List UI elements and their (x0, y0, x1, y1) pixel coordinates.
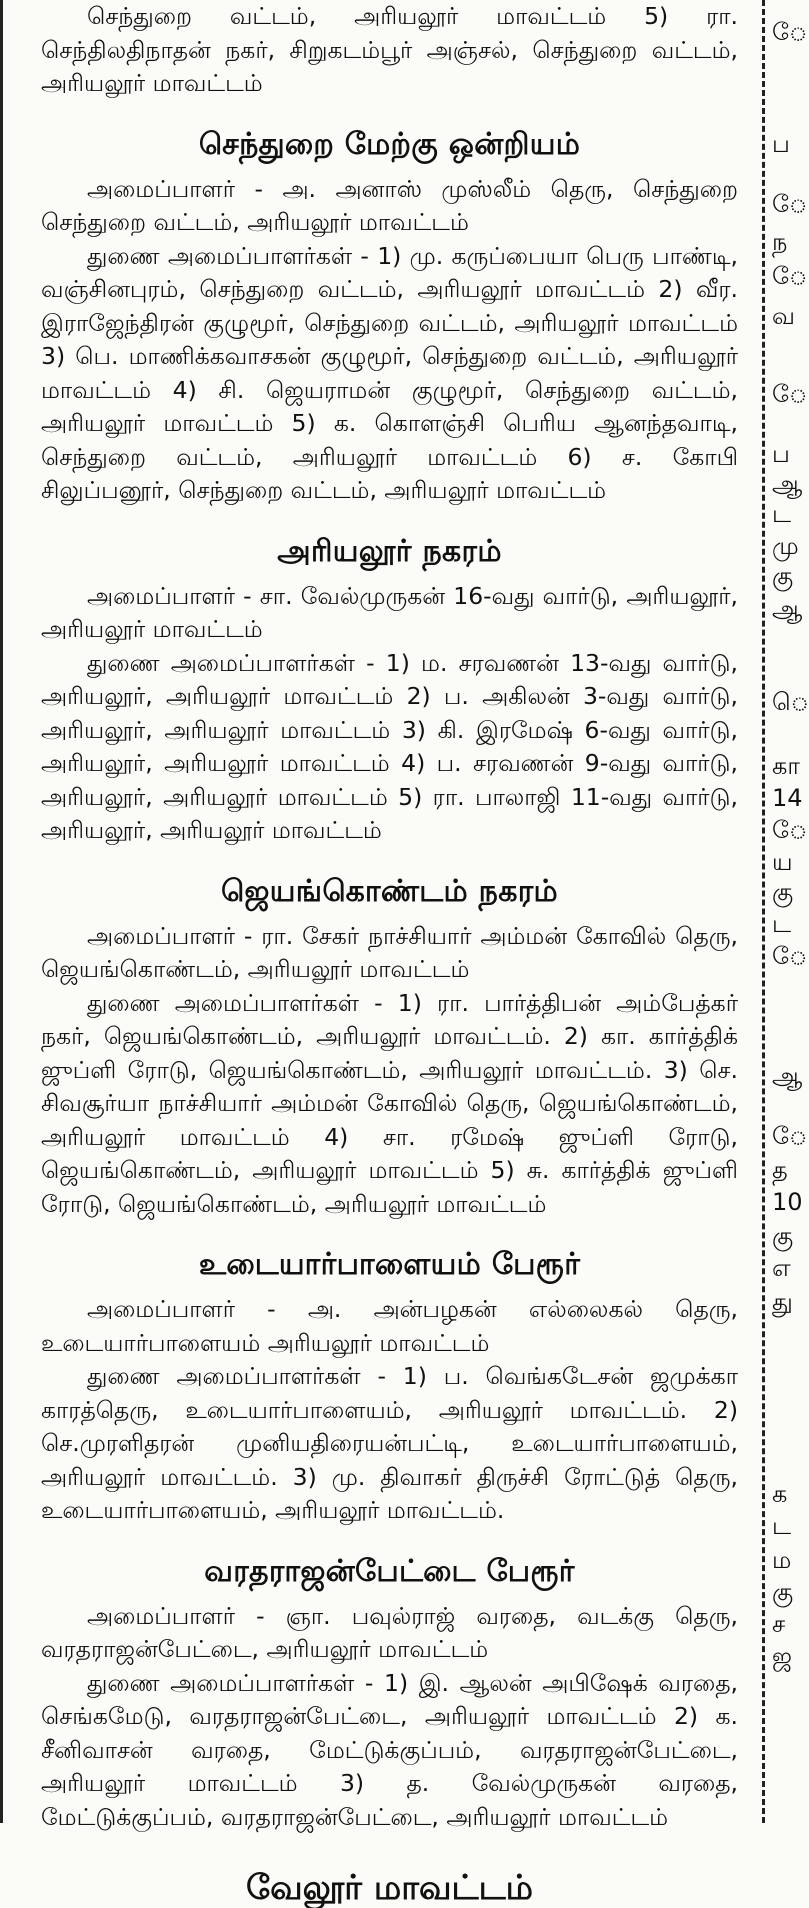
fragment-text: ட (772, 500, 792, 528)
section-heading: உடையார்பாளையம் பேரூர் (198, 1247, 581, 1282)
fragment-text: ே (772, 262, 808, 290)
fragment-text: ே (772, 190, 808, 218)
column-divider (762, 0, 765, 1823)
fragment-text: ஆ (772, 1062, 803, 1090)
fragment-text: மு (772, 532, 799, 560)
fragment-text: 10 (772, 1188, 803, 1216)
fragment-text: ே (772, 1122, 808, 1150)
organizer-text: அமைப்பாளர் - ஞா. பவுல்ராஜ் வரதை, வடக்கு தெரு, வரதராஜன்பேட்டை, அரியலூர் மாவட்டம் (41, 1601, 738, 1663)
fragment-text: கா (772, 752, 800, 780)
organizer-text: அமைப்பாளர் - அ. அனாஸ் முஸ்லீம் தெரு, செந்துறை செந்துறை வட்டம், அரியலூர் மாவட்டம் (41, 174, 738, 236)
fragment-text: ஆ (772, 595, 803, 623)
organizer-text: அமைப்பாளர் - ரா. சேகர் நாச்சியார் அம்மன் கோவில் தெரு, ஜெயங்கொண்டம், அரியலூர் மாவட்டம் (41, 921, 738, 983)
fragment-text: கு (772, 878, 794, 906)
fragment-text: ய (772, 848, 793, 876)
section-jayankondam-town (41, 874, 738, 1222)
fragment-text: வ (772, 302, 795, 330)
organizer-text: அமைப்பாளர் - அ. அன்பழகன் எல்லைகல் தெரு, உடையார்பாளையம் அரியலூர் மாவட்டம் (41, 1295, 738, 1357)
fragment-text: ே (772, 816, 808, 844)
fragment-text: ட (772, 910, 792, 938)
organizer-text: அமைப்பாளர் - சா. வேல்முருகன் 16-வது வார்டு, அரியலூர், அரியலூர் மாவட்டம் (41, 581, 738, 643)
deputies-text: துணை அமைப்பாளர்கள் - 1) ப. வெங்கடேசன் ஜமுக்கா காரத்தெரு, உடையார்பாளையம், அரியலூர் மாவட்டம். 2) செ.முரளிதரன் முனியதிரையன்பட்டி, உடையார்பாளையம், அரியலூர் மாவட்டம். 3) மு. திவாகர் திருச்சி ரோட்டுத் தெரு, உடையார்பாளையம், அரியலூர் மாவட்டம். (41, 1362, 738, 1524)
fragment-text: ே (772, 942, 808, 970)
adjacent-column-fragments (770, 0, 809, 1823)
fragment-text: ப (772, 130, 790, 158)
section-varadarajanpettai (41, 1554, 738, 1835)
fragment-text: க (772, 1480, 788, 1508)
deputies-text: துணை அமைப்பாளர்கள் - 1) இ. ஆலன் அபிஷேக் வரதை, செங்கமேடு, வரதராஜன்பேட்டை, அரியலூர் மாவட்டம் 2) க. சீனிவாசன் வரதை, மேட்டுக்குப்பம், வரதராஜன்பேட்டை, அரியலூர் மாவட்டம் 3) த. வேல்முருகன் வரதை, மேட்டுக்குப்பம், வரதராஜன்பேட்டை, அரியலூர் மாவட்டம் (41, 1668, 738, 1831)
fragment-text: ே (772, 380, 808, 408)
section-udaiyarpalayam (41, 1247, 738, 1528)
bottom-heading: வேலூர் மாவட்டம் (245, 1868, 534, 1908)
fragment-text: த (772, 1156, 788, 1184)
fragment-text: ஆ (772, 470, 803, 498)
section-heading: அரியலூர் நகரம் (277, 533, 502, 569)
section-heading: செந்துறை மேற்கு ஒன்றியம் (198, 126, 581, 162)
fragment-text: ெ (772, 688, 809, 716)
fragment-text: ட (772, 1512, 792, 1540)
fragment-text: எ (772, 1254, 791, 1282)
fragment-text: ச (772, 1610, 786, 1638)
fragment-text: ந (772, 228, 788, 256)
fragment-text: ஜ (772, 1642, 793, 1670)
fragment-text: கு (772, 562, 794, 590)
deputies-text: துணை அமைப்பாளர்கள் - 1) ம. சரவணன் 13-வது வார்டு, அரியலூர், அரியலூர் மாவட்டம் 2) ப. அகிலன் 3-வது வார்டு, அரியலூர், அரியலூர் மாவட்டம் 3) கி. இரமேஷ் 6-வது வார்டு, அரியலூர், அரியலூர் மாவட்டம் 4) ப. சரவணன் 9-வது வார்டு, அரியலூர், அரியலூர் மாவட்டம் 5) ரா. பாலாஜி 11-வது வார்டு, அரியலூர், அரியலூர் மாவட்டம் (41, 648, 738, 844)
top-fragment-text: செந்துறை வட்டம், அரியலூர் மாவட்டம் 5) ரா. செந்திலதிநாதன் நகர், சிறுகடம்பூர் அஞ்சல், செந்துறை வட்டம், அரியலூர் மாவட்டம் (41, 2, 738, 97)
fragment-text: ப (772, 440, 790, 468)
deputies-text: துணை அமைப்பாளர்கள் - 1) மு. கருப்பையா பெரு பாண்டி, வஞ்சினபுரம், செந்துறை வட்டம், அரியலூர் மாவட்டம் 2) வீர. இராஜேந்திரன் குழுமூர், செந்துறை வட்டம், அரியலூர் மாவட்டம் 3) பெ. மாணிக்கவாசகன் குழுமூர், செந்துறை வட்டம், அரியலூர் மாவட்டம் 4) சி. ஜெயராமன் குழுமூர், செந்துறை வட்டம், அரியலூர் மாவட்டம் 5) க. கொளஞ்சி பெரிய ஆனந்தவாடி, செந்துறை வட்டம், அரியலூர் மாவட்டம் 6) ச. கோபி சிலுப்பனூர், செந்துறை வட்டம், அரியலூர் மாவட்டம் (41, 241, 738, 504)
fragment-text: ம (772, 1546, 792, 1574)
fragment-text: ே (772, 18, 808, 46)
fragment-text: 14 (772, 784, 803, 812)
section-senthurai-west (41, 127, 738, 508)
section-heading: வரதராஜன்பேட்டை பேரூர் (204, 1553, 575, 1589)
deputies-text: துணை அமைப்பாளர்கள் - 1) ரா. பார்த்திபன் அம்பேத்கர் நகர், ஜெயங்கொண்டம், அரியலூர் மாவட்டம். 2) கா. கார்த்திக் ஜுப்ளி ரோடு, ஜெயங்கொண்டம், அரியலூர் மாவட்டம். 3) செ. சிவசூர்யா நாச்சியார் அம்மன் கோவில் தெரு, ஜெயங்கொண்டம், அரியலூர் மாவட்டம் 4) சா. ரமேஷ் ஜுப்ளி ரோடு, ஜெயங்கொண்டம், அரியலூர் மாவட்டம் 5) சு. கார்த்திக் ஜுப்ளி ரோடு, ஜெயங்கொண்டம், அரியலூர் மாவட்டம் (41, 988, 738, 1218)
section-ariyalur-town (41, 534, 738, 848)
fragment-text: கு (772, 1222, 794, 1250)
section-heading: ஜெயங்கொண்டம் நகரம் (221, 873, 558, 909)
fragment-text: து (772, 1288, 793, 1316)
fragment-text: கு (772, 1578, 794, 1606)
